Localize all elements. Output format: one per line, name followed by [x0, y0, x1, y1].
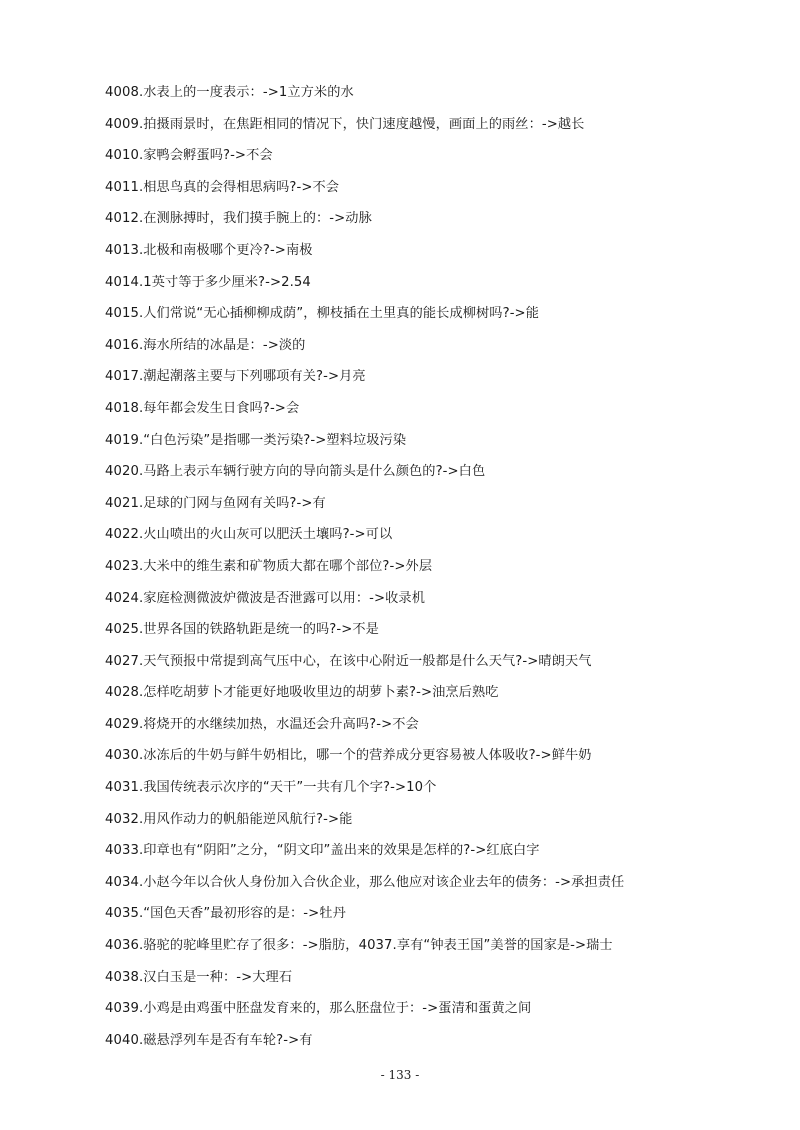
qa-line: 4016.海水所结的冰晶是：->淡的	[105, 337, 306, 353]
qa-line: 4019.“白色污染”是指哪一类污染?->塑料垃圾污染	[105, 432, 407, 448]
qa-line: 4021.足球的门网与鱼网有关吗?->有	[105, 495, 326, 511]
qa-line: 4040.磁悬浮列车是否有车轮?->有	[105, 1032, 313, 1048]
qa-line: 4024.家庭检测微波炉微波是否泄露可以用：->收录机	[105, 590, 426, 606]
qa-line: 4032.用风作动力的帆船能逆风航行?->能	[105, 811, 353, 827]
qa-line: 4031.我国传统表示次序的“天干”一共有几个字?->10个	[105, 780, 437, 796]
qa-line: 4014.1英寸等于多少厘米?->2.54	[105, 274, 311, 290]
qa-line: 4033.印章也有“阴阳”之分，“阴文印”盖出来的效果是怎样的?->红底白字	[105, 843, 540, 859]
qa-line: 4011.相思鸟真的会得相思病吗?->不会	[105, 179, 340, 195]
qa-line: 4010.家鸭会孵蛋吗?->不会	[105, 148, 273, 164]
qa-line: 4018.每年都会发生日食吗?->会	[105, 400, 300, 416]
page-number: - 133 -	[380, 1068, 420, 1082]
qa-line: 4035.“国色天香”最初形容的是：->牡丹	[105, 906, 346, 922]
qa-line: 4009.拍摄雨景时，在焦距相同的情况下，快门速度越慢，画面上的雨丝：->越长	[105, 116, 585, 132]
qa-line: 4017.潮起潮落主要与下列哪项有关?->月亮	[105, 369, 366, 385]
qa-line: 4036.骆驼的驼峰里贮存了很多：->脂肪，4037.享有“钟表王国”美誉的国家是->瑞士	[105, 938, 613, 954]
qa-line: 4038.汉白玉是一种：->大理石	[105, 969, 293, 985]
qa-line: 4023.大米中的维生素和矿物质大都在哪个部位?->外层	[105, 558, 433, 574]
qa-line: 4015.人们常说“无心插柳柳成荫”，柳枝插在土里真的能长成柳树吗?->能	[105, 306, 539, 322]
qa-line: 4020.马路上表示车辆行驶方向的导向箭头是什么颜色的?->白色	[105, 464, 486, 480]
qa-line: 4030.冰冻后的牛奶与鲜牛奶相比，哪一个的营养成分更容易被人体吸收?->鲜牛奶	[105, 748, 592, 764]
qa-line: 4008.水表上的一度表示：->1立方米的水	[105, 85, 354, 100]
qa-list	[105, 82, 745, 1061]
qa-line: 4028.怎样吃胡萝卜才能更好地吸收里边的胡萝卜素?->油烹后熟吃	[105, 685, 499, 701]
qa-line: 4034.小赵今年以合伙人身份加入合伙企业，那么他应对该企业去年的债务：->承担责任	[105, 874, 625, 890]
qa-line: 4012.在测脉搏时，我们摸手腕上的：->动脉	[105, 211, 372, 227]
qa-line: 4013.北极和南极哪个更冷?->南极	[105, 242, 313, 258]
qa-line: 4022.火山喷出的火山灰可以肥沃土壤吗?->可以	[105, 527, 393, 543]
qa-line: 4029.将烧开的水继续加热，水温还会升高吗?->不会	[105, 716, 419, 732]
qa-line: 4025.世界各国的铁路轨距是统一的吗?->不是	[105, 622, 379, 638]
qa-line: 4039.小鸡是由鸡蛋中胚盘发育来的，那么胚盘位于：->蛋清和蛋黄之间	[105, 1001, 532, 1017]
qa-line: 4027.天气预报中常提到高气压中心，在该中心附近一般都是什么天气?->晴朗天气	[105, 653, 592, 669]
